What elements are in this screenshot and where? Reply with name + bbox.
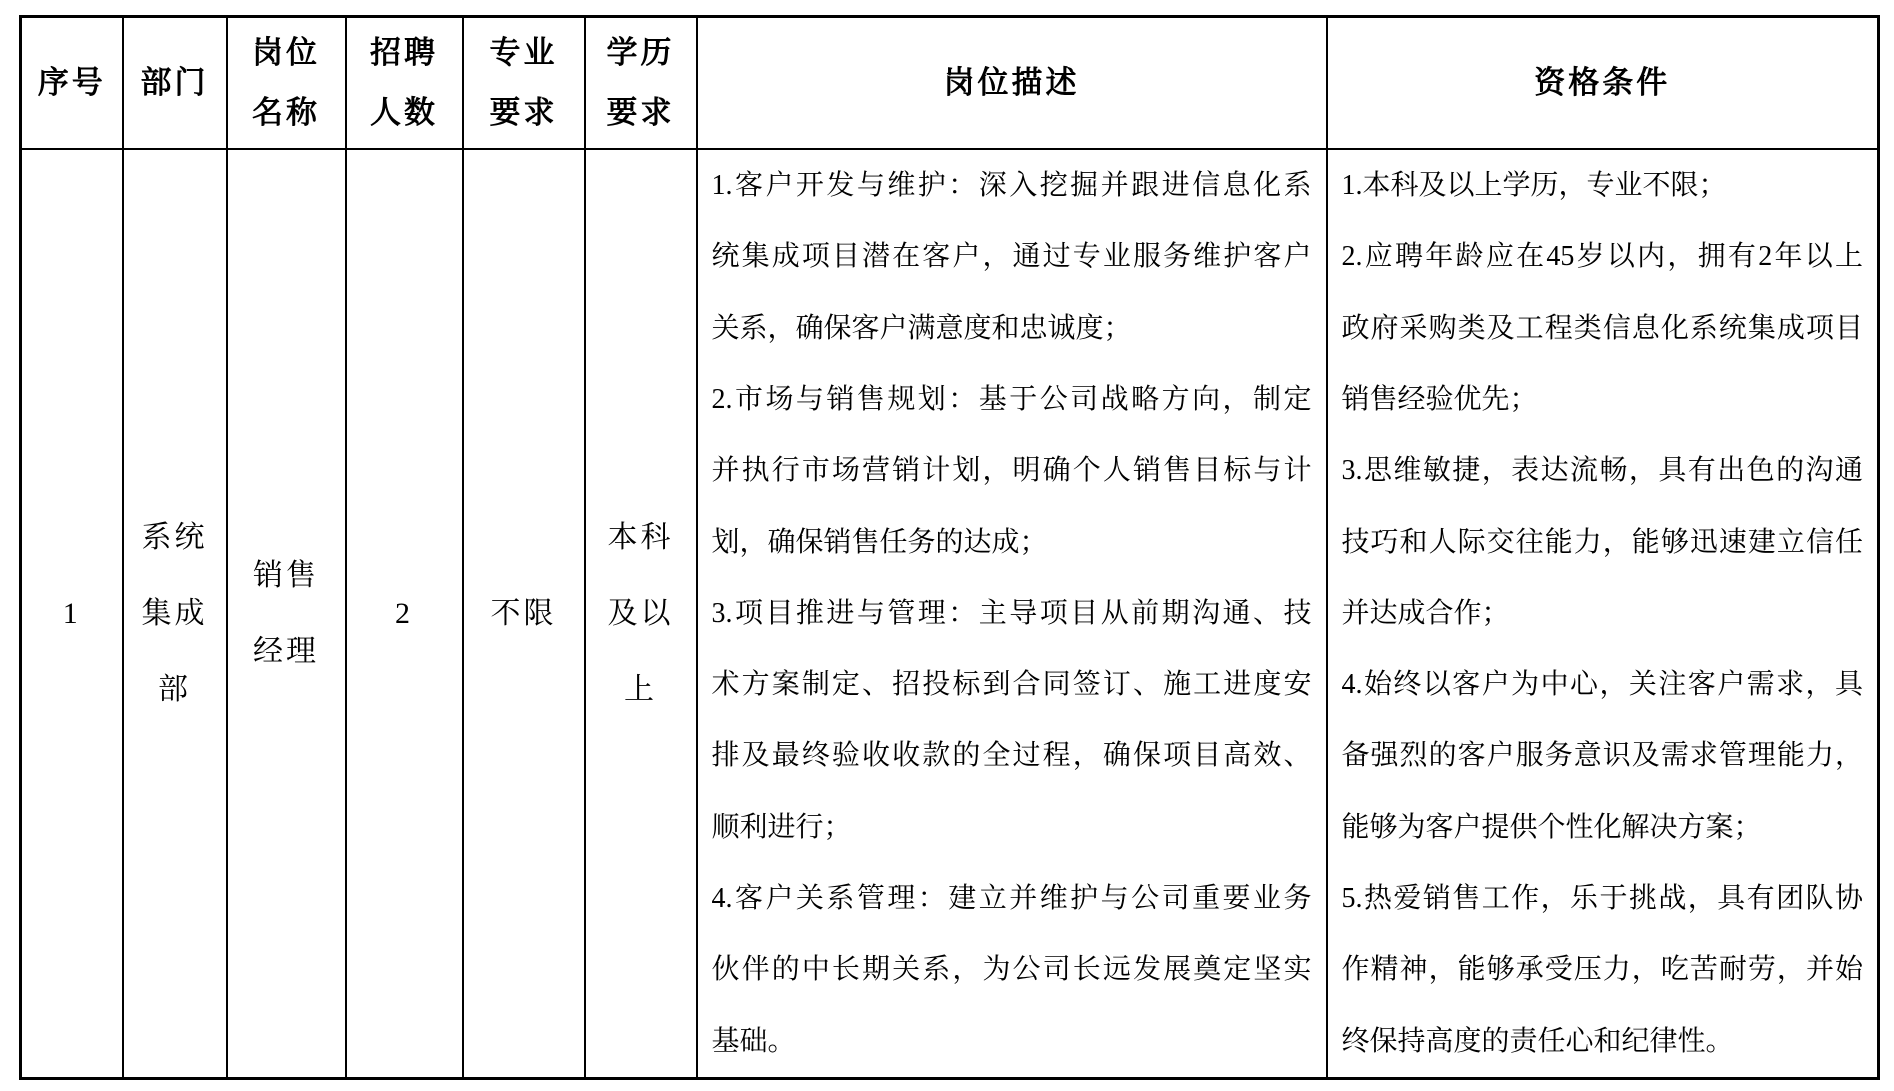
header-qualifications: 资格条件: [1327, 17, 1879, 150]
header-headcount: 招聘 人数: [346, 17, 463, 150]
recruitment-table: [19, 15, 1880, 1080]
cell-qualifications: 1.本科及以上学历，专业不限； 2.应聘年龄应在45岁以内，拥有2年以上 政府采购类及工程类信息化系统集成项目 销售经验优先； 3.思维敏捷，表达流畅，具有出色的沟通 技巧和人际交往能力，能够迅速建立信任 并达成合作； 4.始终以客户为中心，关注客户需求，具 备强烈的客户服务意识及需求管理能力， 能够为客户提供个性化解决方案； 5.热爱销售工作，乐于挑战，具有团队协 作精神，能够承受压力，吃苦耐劳，并始 终保持高度的责任心和纪律性。: [1327, 149, 1879, 1079]
header-row: [21, 17, 1879, 150]
cell-job-description: 1.客户开发与维护：深入挖掘并跟进信息化系 统集成项目潜在客户，通过专业服务维护客户 关系，确保客户满意度和忠诚度； 2.市场与销售规划：基于公司战略方向，制定 并执行市场营销计划，明确个人销售目标与计 划，确保销售任务的达成； 3.项目推进与管理：主导项目从前期沟通、技 术方案制定、招投标到合同签订、施工进度安 排及最终验收收款的全过程，确保项目高效、 顺利进行； 4.客户关系管理：建立并维护与公司重要业务 伙伴的中长期关系，为公司长远发展奠定坚实 基础。: [697, 149, 1327, 1079]
header-position-name: 岗位 名称: [227, 17, 346, 150]
cell-department: 系统 集成 部: [123, 149, 227, 1079]
header-seq: 序号: [21, 17, 123, 150]
header-education-requirement: 学历 要求: [585, 17, 697, 150]
cell-major-requirement: 不限: [463, 149, 585, 1079]
cell-seq: 1: [21, 149, 123, 1079]
header-department: 部门: [123, 17, 227, 150]
header-job-description: 岗位描述: [697, 17, 1327, 150]
table-row: [21, 149, 1879, 1079]
cell-education-requirement: 本科 及以 上: [585, 149, 697, 1079]
cell-headcount: 2: [346, 149, 463, 1079]
cell-position-name: 销售 经理: [227, 149, 346, 1079]
header-major-requirement: 专业 要求: [463, 17, 585, 150]
